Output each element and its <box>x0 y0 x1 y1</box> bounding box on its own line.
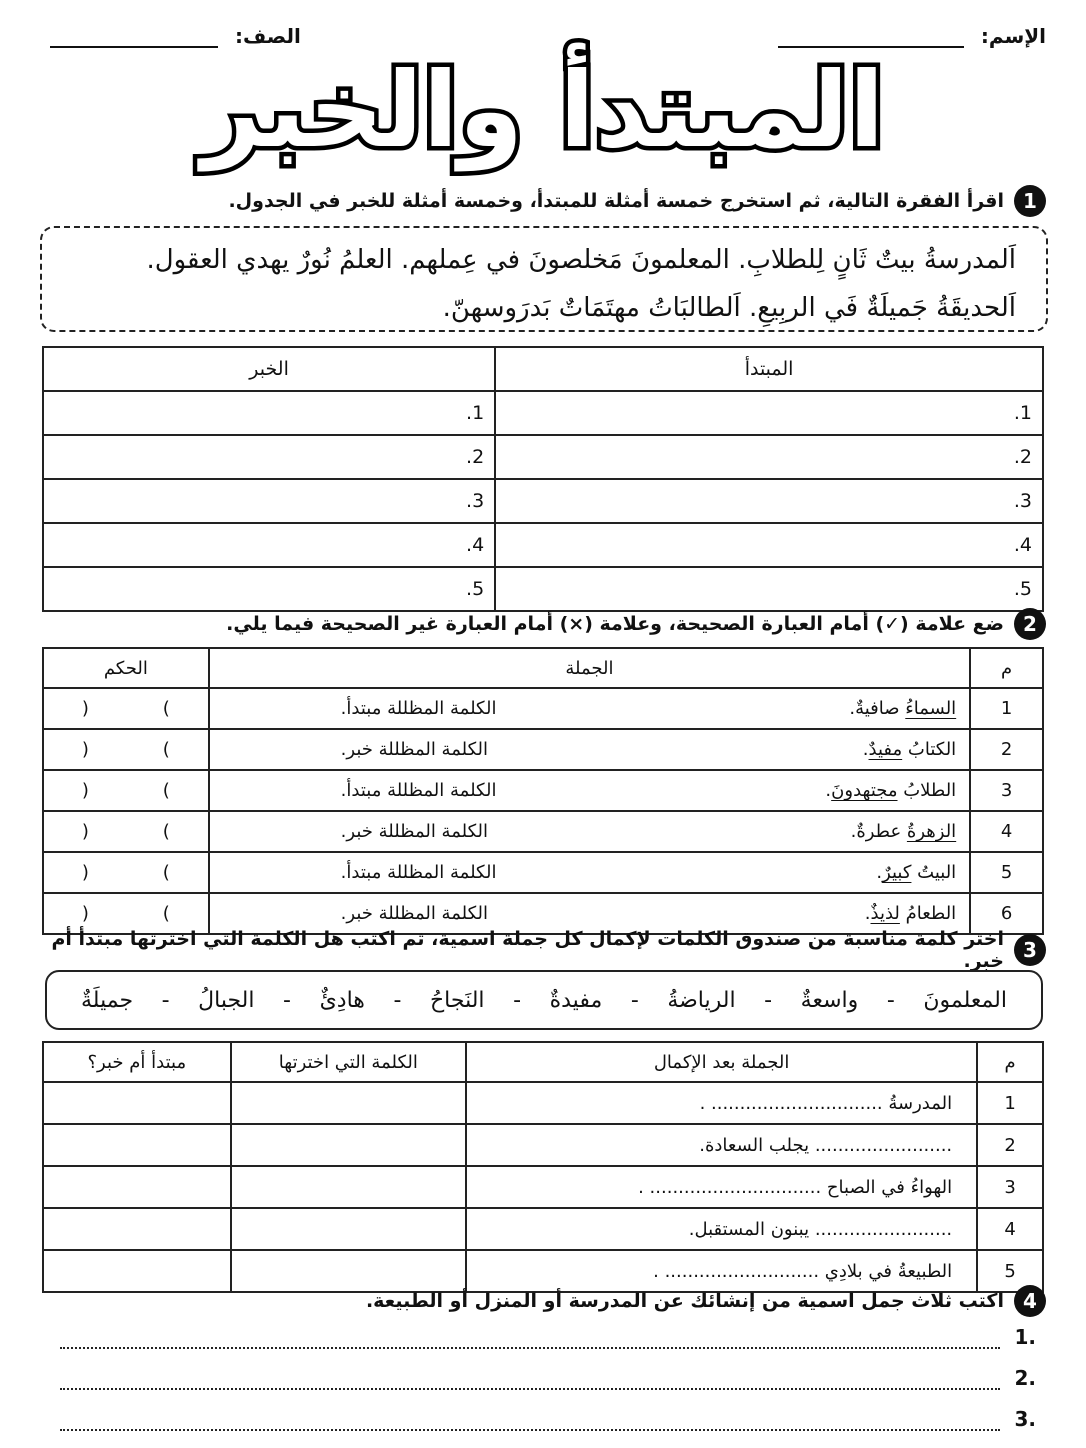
underlined-word: لذيذٌ <box>870 903 900 924</box>
paren-open: ) <box>81 821 89 842</box>
underlined-word: مجتهدونَ <box>831 780 898 801</box>
sentence-cell: الطبيعةُ في بلادِي ........................... . <box>466 1250 977 1292</box>
answer-cell[interactable]: 3. <box>43 479 495 523</box>
page-title <box>0 40 1086 180</box>
table-row <box>43 435 1043 479</box>
sentence-start: البيتُ <box>911 862 957 883</box>
row-number: 4 <box>977 1208 1043 1250</box>
line-number: .3 <box>1014 1407 1036 1431</box>
question-4-instruction: اكتب ثلاث جمل اسمية من إنشائك عن المدرسة أو المنزل أو الطبيعة. <box>365 1290 1004 1312</box>
hint-note: الكلمة المظللة خبر. <box>340 903 488 924</box>
question-3-instruction: اختر كلمة مناسبة من صندوق الكلمات لإكمال كل جملة اسمية، ثم اكتب هل الكلمة التي اخترتها مبتدأ أم خبر. <box>51 928 1004 972</box>
row-number: 2 <box>977 1124 1043 1166</box>
underlined-word: السماءُ <box>905 698 957 719</box>
chosen-word-cell[interactable] <box>231 1208 466 1250</box>
paren-open: ) <box>81 698 89 719</box>
completion-table <box>42 1041 1044 1293</box>
chosen-word-cell[interactable] <box>231 1166 466 1208</box>
sentence-rest: عطرةٌ. <box>850 821 907 842</box>
table-row <box>43 479 1043 523</box>
word-bank-item: مفيدةٌ <box>549 987 603 1013</box>
sentence-cell <box>209 811 971 852</box>
name-label: الإسم: <box>980 24 1046 48</box>
answer-cell[interactable]: 5. <box>43 567 495 611</box>
underlined-word: مفيدٌ <box>868 739 903 760</box>
table-row <box>43 1082 1043 1124</box>
sentence-cell <box>209 852 971 893</box>
paren-close: ( <box>162 903 170 924</box>
dotted-line <box>60 1370 1000 1390</box>
word-bank <box>45 970 1043 1030</box>
table-row <box>43 729 1043 770</box>
chosen-word-cell[interactable] <box>231 1082 466 1124</box>
class-label: الصف: <box>234 24 301 48</box>
dotted-line <box>60 1411 1000 1431</box>
answer-cell[interactable]: 3. <box>495 479 1043 523</box>
sentence-text <box>825 780 968 801</box>
paren-open: ) <box>81 903 89 924</box>
paren-close: ( <box>162 698 170 719</box>
writing-line[interactable] <box>60 1366 1036 1390</box>
writing-line[interactable] <box>60 1325 1036 1349</box>
separator: - <box>886 987 895 1013</box>
sentence-start: الطلابُ <box>897 780 957 801</box>
true-false-table <box>42 647 1044 935</box>
column-header-khabar: الخبر <box>43 347 495 391</box>
column-header-num: م <box>970 648 1043 688</box>
judgment-cell[interactable] <box>43 688 209 729</box>
row-number: 6 <box>970 893 1043 934</box>
sentence-cell <box>209 770 971 811</box>
paragraph-line: اَلحديقَةُ جَميلَةٌ فَي الربِيعِ. اَلطالبَاتُ مهتَمَاتٌ بَدرَوسهنّ. <box>442 293 1016 323</box>
sentence-start: الطعامُ <box>899 903 957 924</box>
word-bank-item: الجبالُ <box>198 987 255 1013</box>
question-1-instruction: اقرأ الفقرة التالية، ثم استخرج خمسة أمثلة للمبتدأ، وخمسة أمثلة للخبر في الجدول. <box>228 190 1004 212</box>
column-header-num: م <box>977 1042 1043 1082</box>
sentence-text <box>876 862 968 883</box>
mubtada-khabar-table <box>42 346 1044 612</box>
hint-note: الكلمة المظللة خبر. <box>340 739 488 760</box>
judgment-cell[interactable] <box>43 729 209 770</box>
sentence-cell: ........................ يبنون المستقبل. <box>466 1208 977 1250</box>
answer-cell[interactable]: 1. <box>495 391 1043 435</box>
line-number: .2 <box>1014 1366 1036 1390</box>
paren-close: ( <box>162 780 170 801</box>
row-number: 1 <box>977 1082 1043 1124</box>
paren-open: ) <box>81 862 89 883</box>
separator: - <box>393 987 402 1013</box>
separator: - <box>764 987 773 1013</box>
judgment-cell[interactable] <box>43 770 209 811</box>
sentence-cell: المدرسةُ .............................. . <box>466 1082 977 1124</box>
writing-line[interactable] <box>60 1407 1036 1431</box>
answer-cell[interactable]: 4. <box>495 523 1043 567</box>
separator: - <box>513 987 522 1013</box>
sentence-text <box>865 903 968 924</box>
question-4 <box>40 1285 1046 1317</box>
answer-cell[interactable]: 2. <box>43 435 495 479</box>
question-number-badge: 2 <box>1014 608 1046 640</box>
hint-note: الكلمة المظللة مبتدأ. <box>340 780 497 801</box>
word-bank-item: الرياضةُ <box>667 987 736 1013</box>
sentence-cell: ........................ يجلب السعادة. <box>466 1124 977 1166</box>
sentence-cell <box>209 688 971 729</box>
word-bank-item: المعلمونَ <box>923 987 1007 1013</box>
table-row <box>43 1208 1043 1250</box>
separator: - <box>283 987 291 1013</box>
sentence-rest: صافيةٌ. <box>849 698 906 719</box>
sentence-cell: الهواءُ في الصباح .............................. . <box>466 1166 977 1208</box>
question-2-instruction: ضع علامة (✓) أمام العبارة الصحيحة، وعلامة (×) أمام العبارة غير الصحيحة فيما يلي. <box>226 613 1004 635</box>
sentence-end: . <box>864 903 871 924</box>
underlined-word: كبيرٌ <box>882 862 912 883</box>
question-number-badge: 4 <box>1014 1285 1046 1317</box>
word-bank-item: واسعةٌ <box>800 987 859 1013</box>
paren-close: ( <box>162 821 170 842</box>
paren-close: ( <box>162 862 170 883</box>
column-header-sentence: الجملة بعد الإكمال <box>466 1042 977 1082</box>
row-number: 5 <box>970 852 1043 893</box>
question-2 <box>40 608 1046 640</box>
table-row <box>43 391 1043 435</box>
table-row <box>43 852 1043 893</box>
column-header-sentence: الجملة <box>209 648 971 688</box>
question-number-badge: 1 <box>1014 185 1046 217</box>
row-number: 4 <box>970 811 1043 852</box>
column-header-type: مبتدأ أم خبر؟ <box>43 1042 231 1082</box>
word-bank-item: جميلَةٌ <box>81 987 134 1013</box>
table-row <box>43 1124 1043 1166</box>
column-header-mubtada: المبتدأ <box>495 347 1043 391</box>
dotted-line <box>60 1329 1000 1349</box>
paren-open: ) <box>81 780 89 801</box>
hint-note: الكلمة المظللة مبتدأ. <box>340 862 497 883</box>
type-cell[interactable] <box>43 1208 231 1250</box>
row-number: 3 <box>977 1166 1043 1208</box>
table-row <box>43 567 1043 611</box>
sentence-cell <box>209 729 971 770</box>
type-cell[interactable] <box>43 1166 231 1208</box>
hint-note: الكلمة المظللة مبتدأ. <box>340 698 497 719</box>
separator: - <box>630 987 639 1013</box>
word-bank-item: هادِئٌ <box>319 987 365 1013</box>
underlined-word: الزهرةُ <box>906 821 957 842</box>
paren-open: ) <box>81 739 89 760</box>
sentence-end: . <box>876 862 883 883</box>
separator: - <box>161 987 170 1013</box>
table-row <box>43 688 1043 729</box>
table-row <box>43 770 1043 811</box>
question-number-badge: 3 <box>1014 934 1046 966</box>
sentence-end: . <box>862 739 869 760</box>
sentence-text <box>849 698 968 719</box>
answer-cell[interactable]: 2. <box>495 435 1043 479</box>
sentence-start: الكتابُ <box>902 739 957 760</box>
chosen-word-cell[interactable] <box>231 1124 466 1166</box>
judgment-cell[interactable] <box>43 811 209 852</box>
paragraph-line: اَلمدرسةُ بيتٌ ثَانٍ لِلطلابِ. المعلمونَ مَخلصونَ في عِملهم. العلمُ نُورٌ يهدي العقول. <box>146 245 1016 275</box>
hint-note: الكلمة المظللة خبر. <box>340 821 488 842</box>
column-header-chosen-word: الكلمة التي اخترتها <box>231 1042 466 1082</box>
paren-close: ( <box>162 739 170 760</box>
page-title-text: المبتدأ والخبر <box>201 49 885 171</box>
judgment-cell[interactable] <box>43 852 209 893</box>
question-1 <box>40 185 1046 217</box>
word-bank-item: النَجاحُ <box>429 987 485 1013</box>
row-number: 2 <box>970 729 1043 770</box>
row-number: 3 <box>970 770 1043 811</box>
sentence-text <box>863 739 968 760</box>
row-number: 1 <box>970 688 1043 729</box>
type-cell[interactable] <box>43 1124 231 1166</box>
sentence-end: . <box>825 780 832 801</box>
sentence-text <box>851 821 969 842</box>
table-row <box>43 523 1043 567</box>
type-cell[interactable] <box>43 1082 231 1124</box>
question-3 <box>40 928 1046 972</box>
column-header-judgment: الحكم <box>43 648 209 688</box>
table-row <box>43 811 1043 852</box>
answer-cell[interactable]: 5. <box>495 567 1043 611</box>
line-number: .1 <box>1014 1325 1036 1349</box>
table-row <box>43 1166 1043 1208</box>
answer-cell[interactable]: 1. <box>43 391 495 435</box>
paragraph-box <box>40 226 1048 332</box>
row-number: 5 <box>977 1250 1043 1292</box>
answer-cell[interactable]: 4. <box>43 523 495 567</box>
